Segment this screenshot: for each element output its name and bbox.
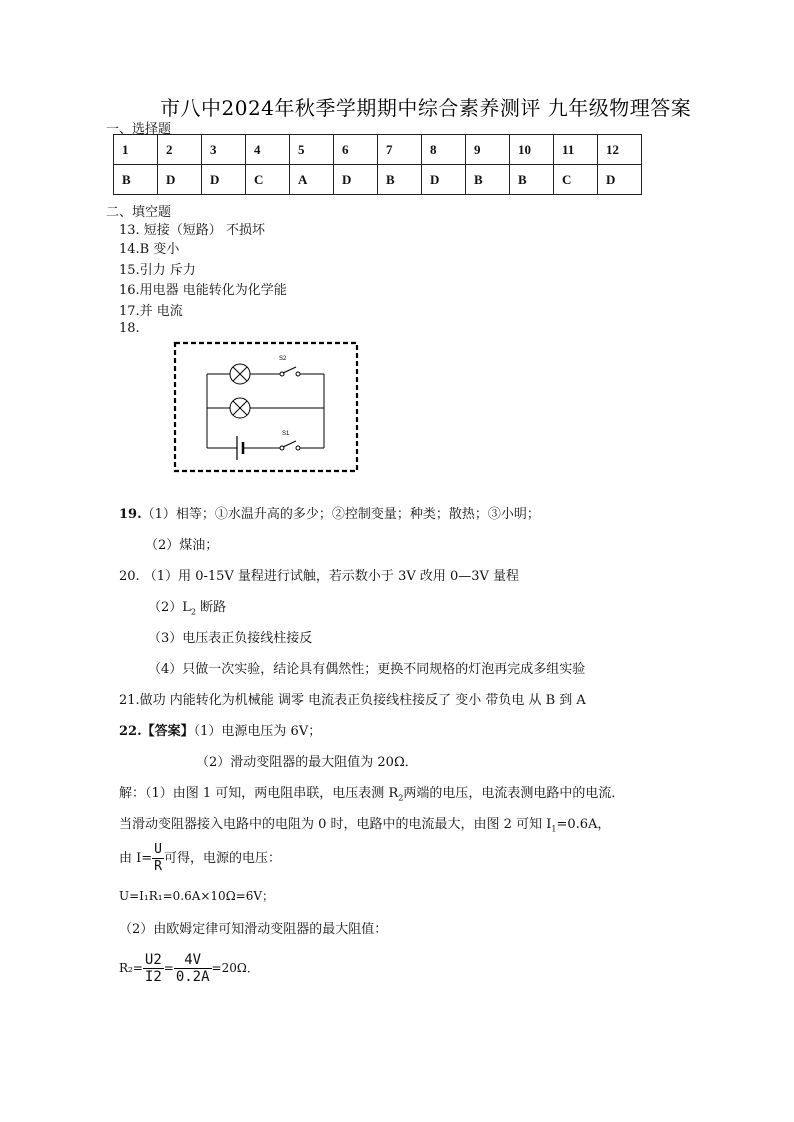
table-cell-number: 7 [378,135,422,165]
table-cell-number: 9 [466,135,510,165]
solution-line-1: 解：（1）由图 1 可知，两电阻串联，电压表测 $R_2$两端的电压，电流表测电路中的电流． [119,786,625,803]
answer-20-line-1: 20. （1）用 0-15V 量程进行试触，若示数小于 3V 改用 0—3V 量程 [119,569,520,584]
circuit-diagram [172,340,360,474]
answer-table [113,134,642,195]
switch-s1-label: S1 [282,431,290,437]
table-cell-answer: B [510,165,554,195]
answer-20-line-3: （3）电压表正负接线柱接反 [148,631,313,646]
answer-19-line-1 [119,503,540,522]
table-cell-number: 3 [202,135,246,165]
answer-19-line-2: （2）煤油； [145,538,219,553]
table-cell-number: 10 [510,135,554,165]
solution-line-5: （2）由欧姆定律可知滑动变阻器的最大阻值： [119,922,388,937]
dashed-frame [175,343,357,471]
answer-16: 16.用电器 电能转化为化学能 [119,283,287,298]
page-title: 市八中2024年秋季学期期中综合素养测评 九年级物理答案 [160,96,692,120]
answer-20-line-4: （4）只做一次实验，结论具有偶然性；更换不同规格的灯泡再完成多组实验 [148,662,586,677]
battery-icon [237,436,243,460]
answer-20-line-2: $(2)L_2$ 断路 [148,600,227,617]
table-cell-number: 12 [598,135,642,165]
answer-17: 17.并 电流 [119,304,183,319]
solution-line-6: R₂= $\frac{U2}{I2}$ = $\frac{4V}{0.2A}$ =20Ω． [119,952,259,985]
section-fill-heading: 二、填空题 [106,205,172,220]
table-cell-answer: B [114,165,158,195]
answer-19-number: 19. [119,507,142,522]
table-cell-number: 8 [422,135,466,165]
switch-s1-icon [280,441,300,450]
ohm-law-fraction: $\frac{U}{R}$ [154,842,162,874]
table-cell-answer: B [466,165,510,195]
table-cell-answer: D [598,165,642,195]
table-cell-answer: D [158,165,202,195]
resistance-fraction-2: $\frac{4V}{0.2A}$ [175,952,210,985]
table-cell-answer: D [202,165,246,195]
table-cell-answer: A [290,165,334,195]
answer-22-number: 22. [119,724,142,739]
answer-13: 13. 短接（短路） 不损坏 [119,223,265,238]
solution-line-2: 当滑动变阻器接入电路中的电阻为 0 时，电路中的电流最大，由图 2 可知 $I_1=0.6A$， [119,817,611,834]
solution-line-4: U=I₁R₁=0.6A×10Ω=6V； [119,889,274,903]
answer-18: 18. [119,321,140,336]
answer-22-line-1: 22.【答案】（1）电源电压为 6V； [119,724,322,739]
table-cell-number: 11 [554,135,598,165]
table-cell-answer: D [422,165,466,195]
answer-15: 15.引力 斥力 [119,263,196,278]
answer-19-text: （1）相等；①水温升高的多少；②控制变量；种类；散热；③小明； [141,507,540,522]
lamp-2-icon [230,398,250,418]
table-cell-answer: B [378,165,422,195]
table-cell-number: 1 [114,135,158,165]
table-cell-answer: D [334,165,378,195]
lamp-1-icon [230,364,250,384]
table-cell-answer: C [246,165,290,195]
answer-21: 21.做功 内能转化为机械能 调零 电流表正负接线柱接反了 变小 带负电 从 B 到 A [119,693,586,708]
table-cell-number: 4 [246,135,290,165]
answer-22-line-2: （2）滑动变阻器的最大阻值为 20Ω． [196,755,418,770]
table-cell-number: 2 [158,135,202,165]
table-cell-number: 5 [290,135,334,165]
answer-14: 14.B 变小 [119,242,180,257]
table-cell-answer: C [554,165,598,195]
answer-tag: 【答案】 [141,724,194,739]
switch-s2-icon [280,367,300,376]
table-cell-number: 6 [334,135,378,165]
table-row-numbers [114,135,642,165]
solution-line-3: 由 I= $\frac{U}{R}$ 可得，电源的电压： [119,842,282,874]
resistance-fraction-1: $\frac{U2}{I2}$ [144,952,162,985]
section-choice-heading: 一、选择题 [106,122,172,137]
table-row-answers [114,165,642,195]
switch-s2-label: S2 [279,356,287,362]
